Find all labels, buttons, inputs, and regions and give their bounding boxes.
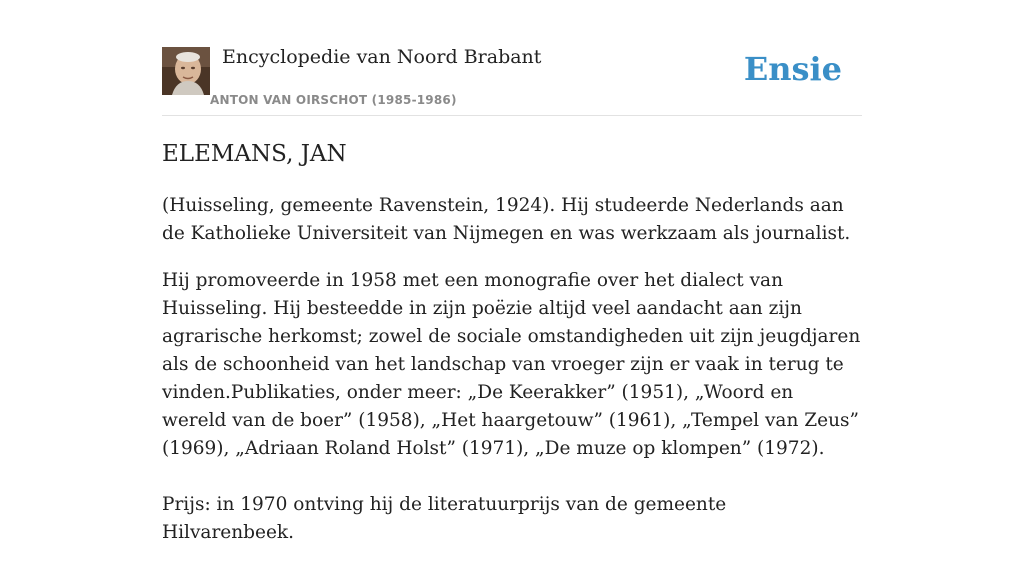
header-divider (162, 115, 862, 116)
source-title[interactable]: Encyclopedie van Noord Brabant (222, 46, 542, 68)
portrait-image (162, 47, 210, 95)
article-title: ELEMANS, JAN (162, 141, 347, 167)
article-paragraph: Hij promoveerde in 1958 met een monografie over het dialect van Huisseling. Hij besteedde in zijn poëzie altijd veel aandacht aan zijn agrarische herkomst; zowel de sociale omstandigheden uit zijn jeugdjaren als de schoonheid van het landschap van vroeger zijn er vaak in terug te vinden.Publikaties, onder meer: „De Keerakker” (1951), „Woord en wereld van de boer” (1958), „Het haargetouw” (1961), „Tempel van Zeus” (1969), „Adriaan Roland Holst” (1971), „De muze op klompen” (1972). Prijs: in 1970 ontving hij de literatuurprijs van de gemeente Hilvarenbeek. (162, 270, 861, 543)
author-avatar[interactable] (162, 47, 210, 95)
ensie-logo[interactable]: Ensie (743, 50, 842, 88)
article-paragraph: (Huisseling, gemeente Ravenstein, 1924). Hij studeerde Nederlands aan de Katholieke Universiteit van Nijmegen en was werkzaam als journalist. (162, 195, 851, 244)
author-name[interactable]: ANTON VAN OIRSCHOT (1985-1986) (210, 93, 457, 107)
header (162, 46, 862, 116)
article (162, 138, 862, 566)
